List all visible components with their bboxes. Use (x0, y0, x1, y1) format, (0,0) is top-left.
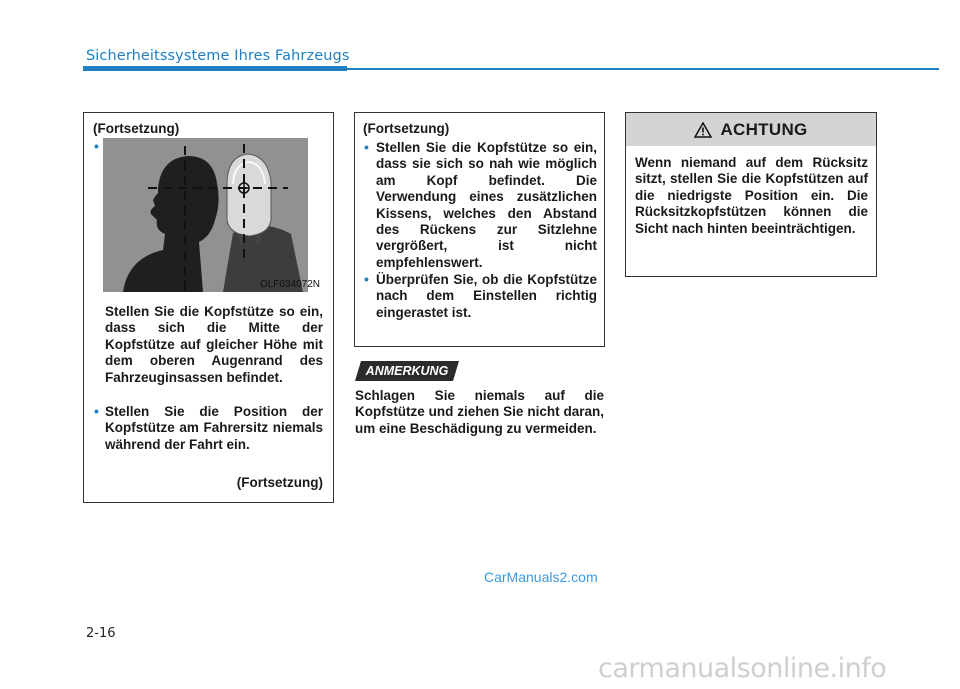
warning-header (626, 113, 876, 146)
headrest-diagram-svg (103, 138, 323, 292)
headrest-illustration (103, 138, 323, 292)
figure-label: OLF034072N (259, 279, 320, 290)
anmerkung-label: ANMERKUNG (365, 364, 449, 378)
left-bullet1-text: Stellen Sie die Kopfstütze so ein, dass sich die Mitte der Kopfstütze auf gleicher Höhe mit dem oberen Augenrand des Fahrzeuginsassen befindet. (105, 304, 323, 385)
note-text: Schlagen Sie niemals auf die Kopfstütze und ziehen Sie nicht daran, um eine Beschädigung zu vermeiden. (355, 388, 604, 436)
bullet-icon: • (364, 139, 369, 155)
middle-continued-top: (Fortsetzung) (363, 121, 450, 136)
warning-triangle-icon (694, 122, 712, 138)
bullet-icon: • (94, 138, 99, 154)
watermark-link[interactable]: CarManuals2.com (484, 569, 598, 585)
footer-watermark: carmanualsonline.info (598, 653, 887, 684)
bullet-icon: • (364, 271, 369, 287)
warning-title: ACHTUNG (720, 119, 808, 139)
left-bullet2-text: Stellen Sie die Position der Kopfstütze am Fahrersitz niemals während der Fahrt ein. (105, 404, 323, 452)
header-rule-thin (347, 68, 939, 70)
middle-bullet2-text: Überprüfen Sie, ob die Kopfstütze nach dem Einstellen richtig eingerastet ist. (376, 272, 597, 320)
section-title: Sicherheitssysteme Ihres Fahrzeugs (86, 48, 350, 64)
header-rule-thick (83, 66, 347, 71)
left-continued-bottom: (Fortsetzung) (236, 475, 323, 490)
page-number: 2-16 (86, 626, 116, 641)
anmerkung-badge (355, 361, 459, 381)
warning-text: Wenn niemand auf dem Rücksitz sitzt, stellen Sie die Kopfstützen auf die niedrigste Position ein. Die Rücksitzkopfstützen können die Sicht nach hinten beeinträchtigen. (635, 155, 868, 236)
left-continued-top: (Fortsetzung) (93, 121, 180, 136)
middle-bullet1-text: Stellen Sie die Kopfstütze so ein, dass sie sich so nah wie möglich am Kopf befindet. Die Verwendung eines zusätzlichen Kissens, welches den Abstand des Rückens zur Sitzlehne vergrößert, ist nicht empfehlenswert. (376, 140, 597, 270)
bullet-icon: • (94, 403, 99, 419)
